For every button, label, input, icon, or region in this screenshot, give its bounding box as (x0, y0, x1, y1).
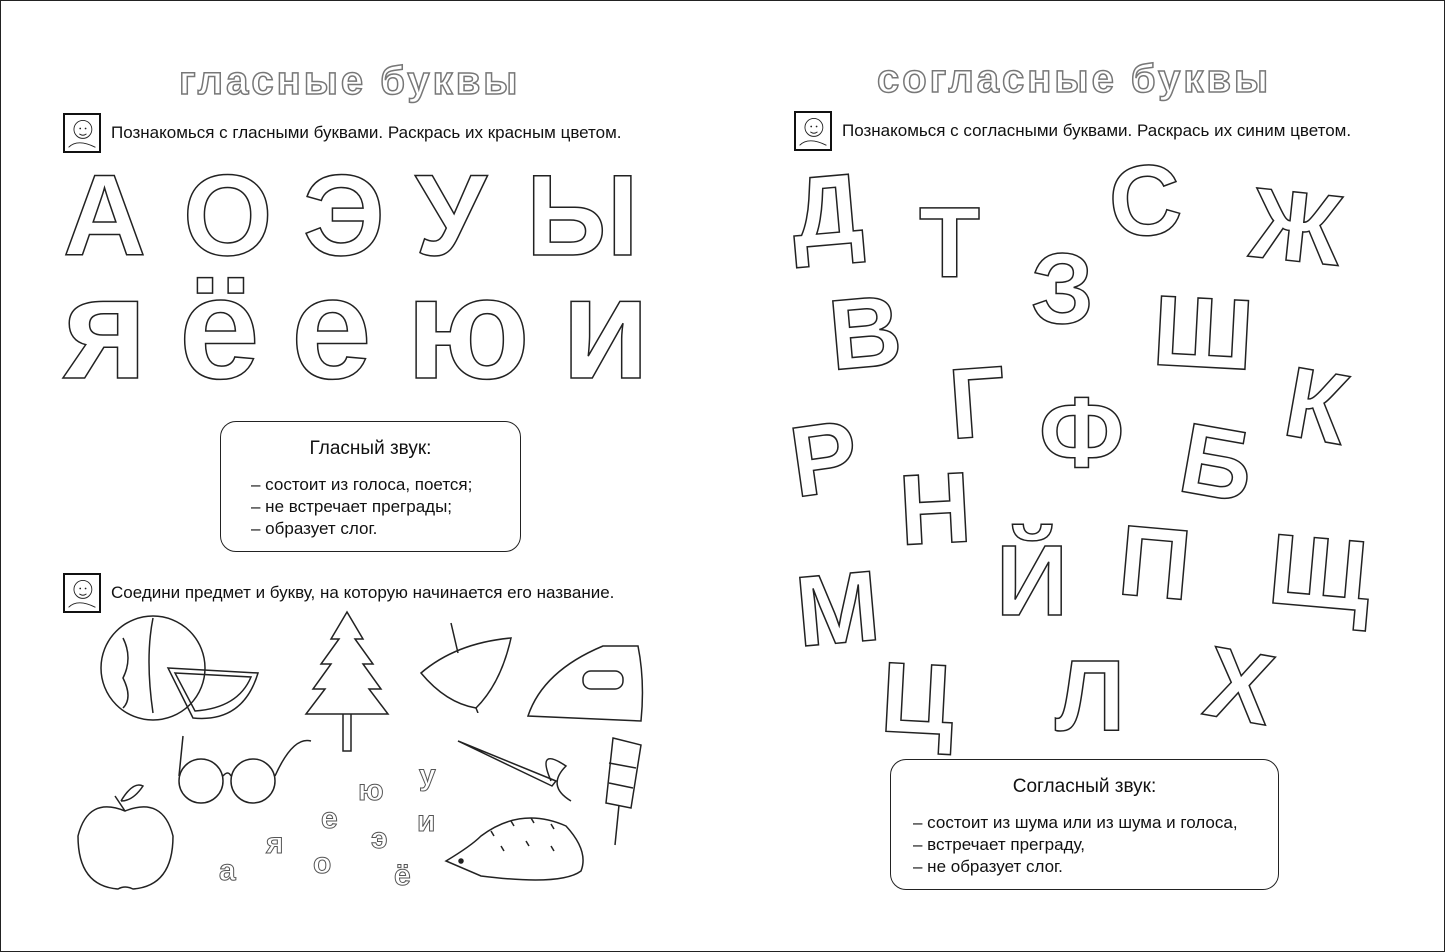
small-letter[interactable]: и (417, 805, 436, 838)
consonant-letter: К (1276, 345, 1357, 467)
consonant-letter: П (1114, 504, 1196, 622)
info-line: – состоит из шума или из шума и голоса, (913, 813, 1238, 832)
right-instruction (794, 111, 1351, 151)
small-letter[interactable]: ю (358, 774, 384, 807)
vowel-info-box (220, 421, 521, 552)
info-heading: Согласный звук: (1012, 776, 1157, 797)
vowel-letter: А (63, 152, 147, 280)
consonant-letter: Д (786, 152, 867, 270)
right-title: согласные буквы (877, 57, 1272, 101)
small-letter[interactable]: я (266, 827, 284, 860)
small-letter[interactable]: у (419, 759, 436, 792)
consonant-letter: Й (996, 525, 1068, 637)
boy-face-icon (794, 111, 832, 151)
small-letter[interactable]: а (219, 854, 236, 887)
consonant-letter: Т (919, 187, 981, 299)
info-line: – образует слог. (251, 519, 378, 538)
consonant-letter: Л (1055, 640, 1126, 752)
consonant-letter: Ф (1039, 377, 1125, 489)
boy-face-icon (63, 113, 101, 153)
info-heading: Гласный звук: (309, 438, 432, 459)
consonant-letter: Ш (1150, 274, 1257, 392)
vowel-letter: ё (179, 247, 260, 409)
vowel-letter: е (291, 247, 372, 409)
small-letter[interactable]: о (313, 847, 332, 880)
consonant-letter: Щ (1264, 512, 1376, 634)
vowel-letter: У (415, 152, 487, 280)
left-instruction-1 (63, 113, 622, 153)
info-line: – не образует слог. (913, 857, 1063, 876)
vowel-letter: Ы (526, 152, 639, 280)
consonant-letter: Ц (878, 641, 957, 757)
consonant-letter: Р (783, 398, 866, 520)
vowel-letter: Э (303, 152, 385, 280)
consonant-letter: Г (945, 345, 1010, 461)
instruction-text: Познакомься с согласными буквами. Раскрась их синим цветом. (842, 121, 1352, 140)
glasses-picture (173, 731, 313, 806)
instruction-text: Познакомься с гласными буквами. Раскрась их красным цветом. (111, 123, 622, 142)
small-letter[interactable]: э (371, 822, 388, 855)
left-instruction-2 (63, 573, 614, 613)
boy-face-icon (63, 573, 101, 613)
consonant-letter: С (1104, 142, 1186, 260)
small-letter[interactable]: ё (394, 859, 411, 892)
consonant-letter: М (791, 549, 885, 669)
info-line: – состоит из голоса, поется; (251, 475, 473, 494)
fir-tree-picture (301, 609, 393, 754)
vowel-letter: О (183, 152, 273, 280)
small-letter[interactable]: е (321, 802, 338, 835)
iron-picture (523, 641, 648, 726)
consonant-letter: Б (1171, 401, 1263, 525)
instruction-text: Соедини предмет и букву, на которую начинается его название. (111, 583, 615, 602)
consonant-info-box (890, 759, 1279, 890)
consonant-letter: В (824, 274, 906, 392)
vowel-letter: ю (406, 247, 530, 409)
watermelon-picture (93, 613, 263, 723)
left-title: гласные буквы (179, 59, 521, 103)
vowel-letter: и (561, 247, 651, 409)
ice-cream-picture (601, 733, 646, 848)
vowel-letter: я (63, 247, 148, 409)
needle-and-thread-picture (456, 736, 576, 806)
hedgehog-picture (441, 806, 591, 891)
info-line: – встречает преграду, (913, 835, 1086, 854)
consonant-letter: З (1031, 233, 1094, 345)
info-line: – не встречает преграды; (251, 497, 453, 516)
spinning-top-picture (416, 613, 516, 713)
consonant-letter: Х (1196, 625, 1282, 747)
consonant-letter: Н (896, 451, 975, 567)
apple-picture (73, 781, 178, 893)
consonant-letter: Ж (1245, 166, 1347, 288)
